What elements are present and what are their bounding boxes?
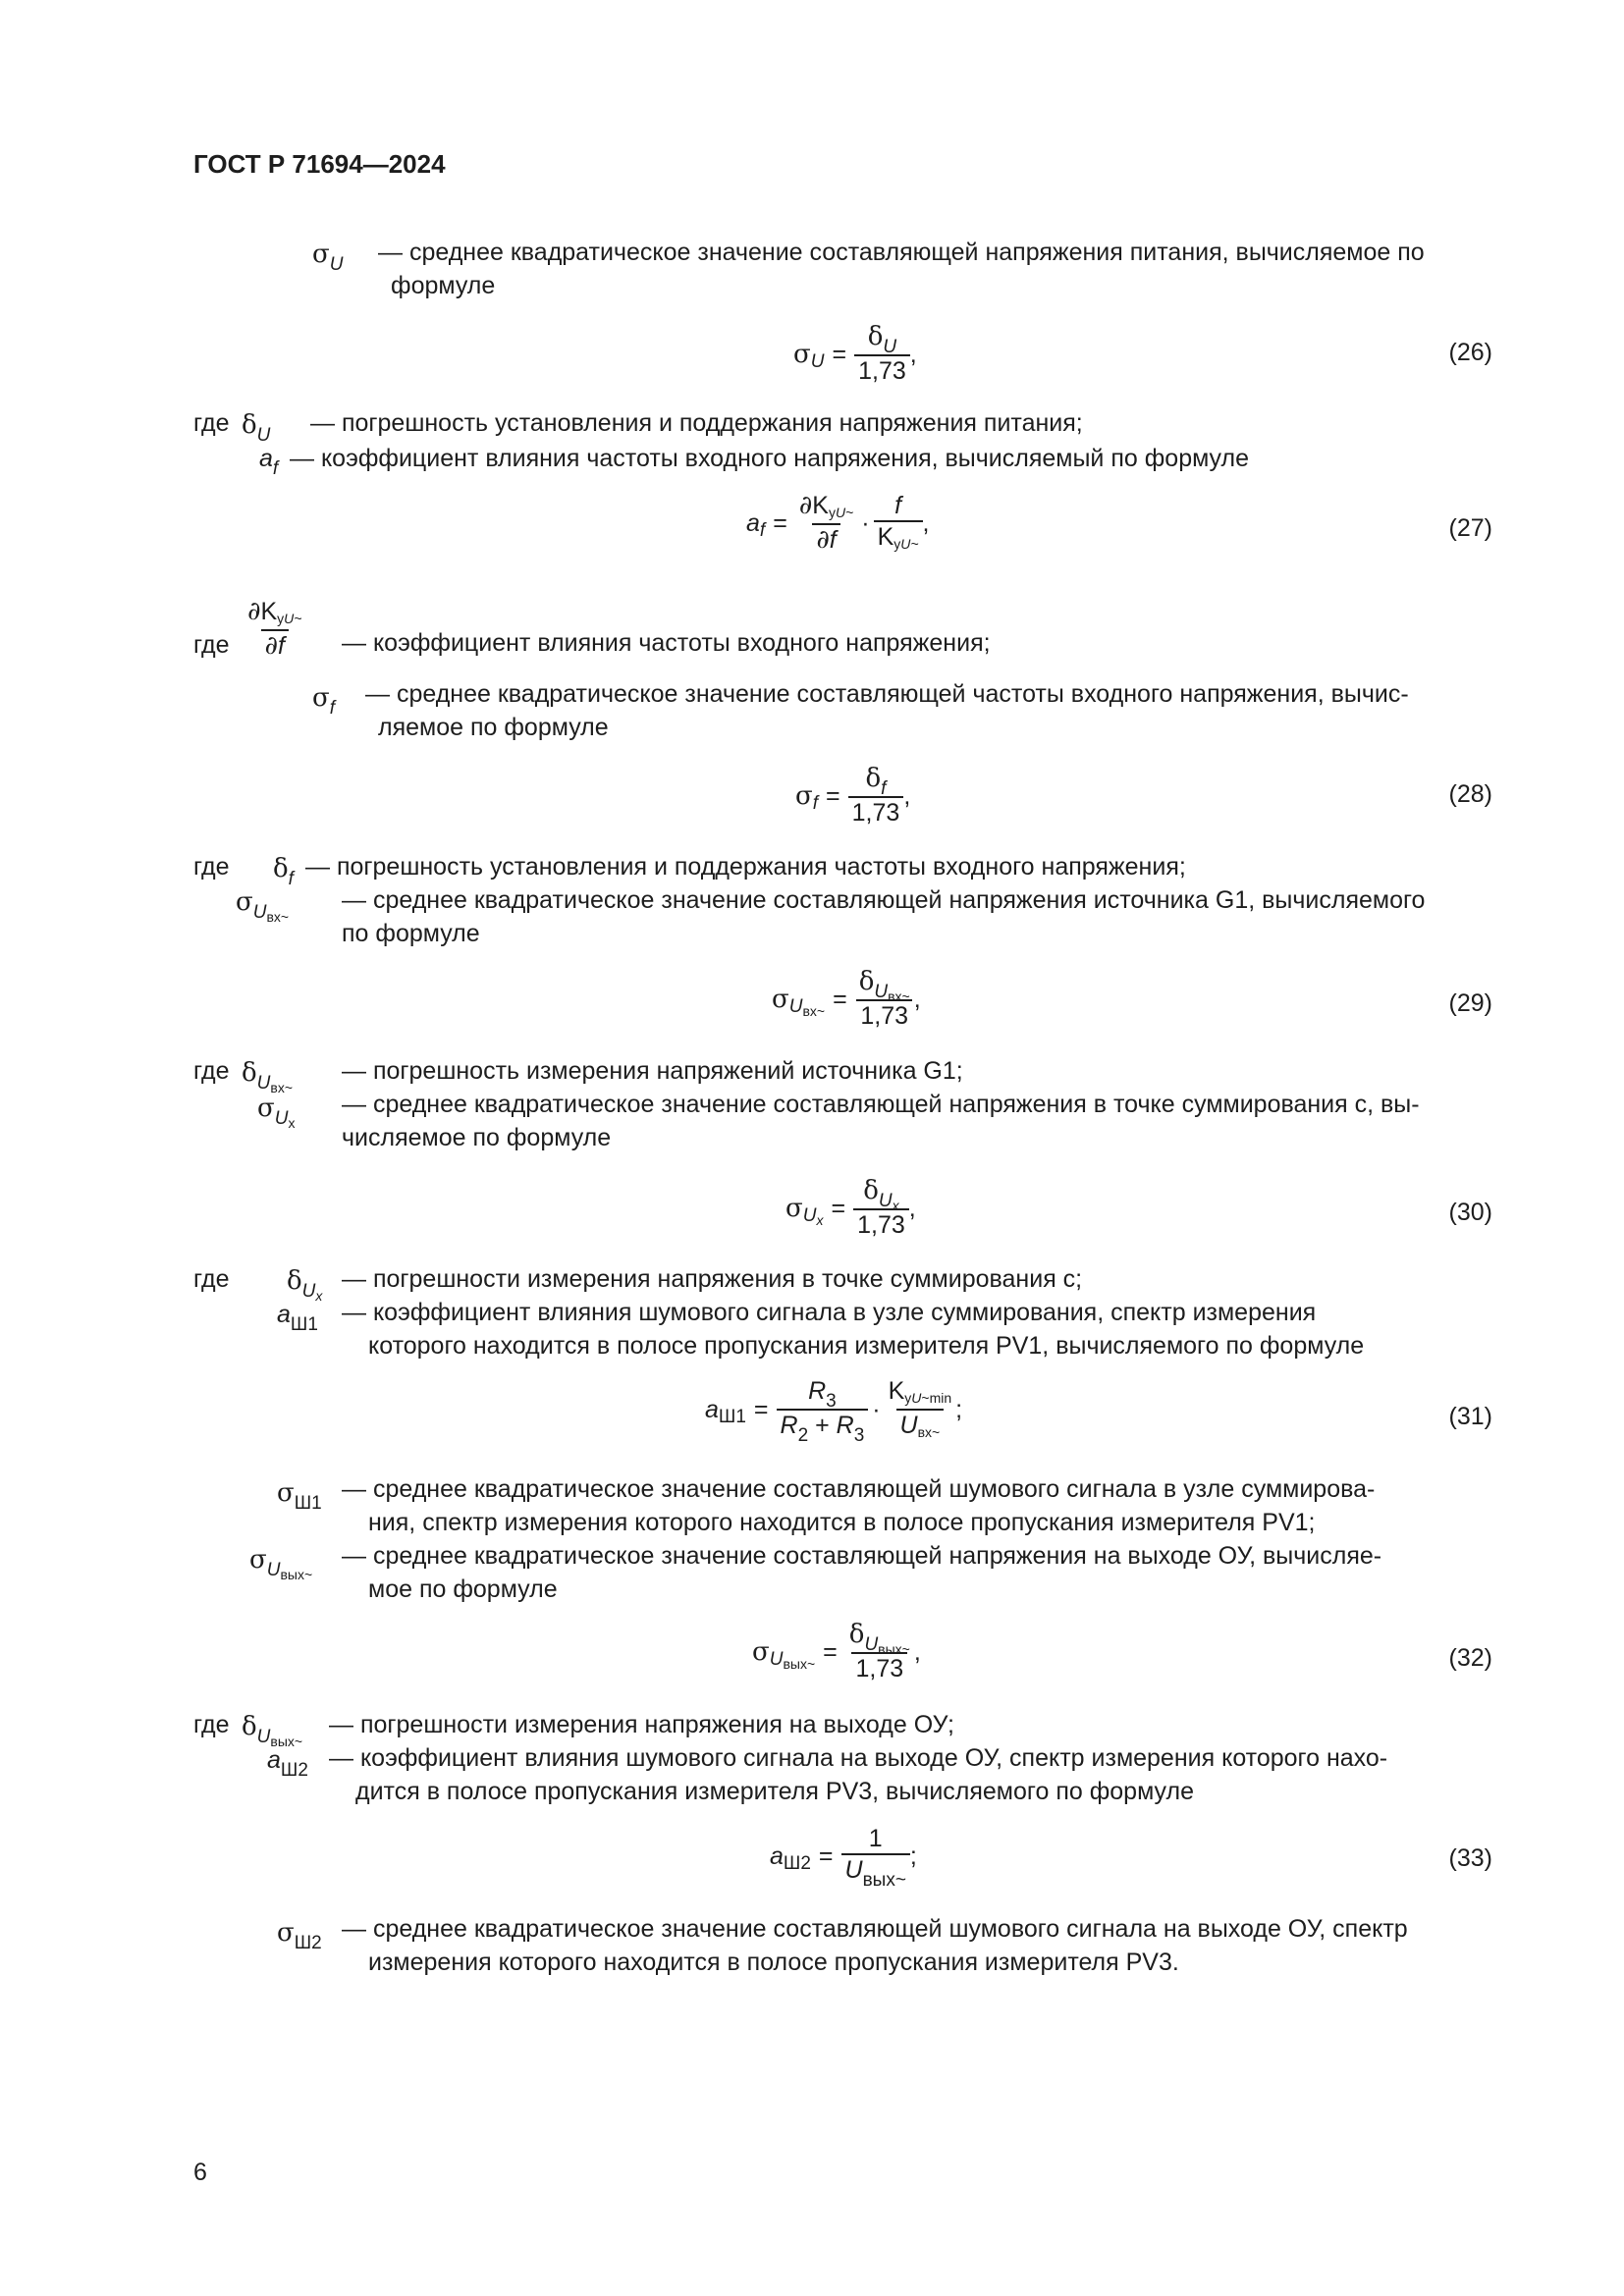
equation-31: a Ш1 = $\frac{R_3}{R_2 + R_3}$ · $\frac{\text{KyU\textasciitilde{}min}}{\text{Uвх\textasciitilde{}}}$ ; [705,1377,963,1446]
equation-27: a f = $\frac{\text{∂KyU\textasciitilde{}}}{\partial f}$ · $\frac{f}{\text{KyU\textasciitilde{}}}$ , [746,491,930,555]
equation-28: σ f = $\frac{\delta_f}{1,73}$ , [795,764,911,827]
equation-number-33: (33) [1448,1844,1492,1872]
equation-number-29: (29) [1448,989,1492,1017]
sigma-sh1-description-line1: — среднее квадратическое значение составляющей шумового сигнала в узле суммирова- [342,1475,1376,1503]
sigma-u-description-line1: — среднее квадратическое значение составляющей напряжения питания, вычисляемое по [378,239,1425,266]
equation-number-28: (28) [1448,780,1492,808]
equation-26: σ U = $\frac{\delta_U}{1,73}$ , [793,322,917,385]
where-label-5: где [193,1265,230,1293]
page-number: 6 [193,2159,207,2186]
sigma-sh1-symbol: $\sigma_{Ш1}$ [277,1478,322,1514]
partial-k-description: — коэффициент влияния частоты входного напряжения; [342,629,991,657]
delta-f-description: — погрешность установления и поддержания частоты входного напряжения; [305,853,1186,881]
a-sh2-description-line2: дится в полосе пропускания измерителя PV3, вычисляемого по формуле [355,1778,1194,1805]
sigma-u-symbol: $\sigma_U$ [312,240,344,275]
partial-k-over-partial-f: $\frac{\text{∂KyU\textasciitilde{}}}{\partial f}$ [247,597,302,661]
sigma-ux-description-line2: числяемое по формуле [342,1124,612,1151]
where-label-3: где [193,853,230,881]
equation-number-32: (32) [1448,1644,1492,1672]
sigma-uvyx-symbol: $\sigma_{Uвых\sim}$ [249,1545,313,1582]
equation-30: σ U x = $\frac{\delta_{Ux}}{1,73}$ , [785,1176,916,1239]
equation-number-26: (26) [1448,339,1492,366]
document-header: ГОСТ Р 71694—2024 [193,149,446,179]
delta-f-symbol: $\delta_f$ [273,854,294,889]
where-label-4: где [193,1057,230,1085]
a-sh2-symbol: $a_{Ш2}$ [267,1746,308,1781]
equation-29: σ U вх~ = $\frac{\delta_{Uвх\sim}}{1,73}$ , [772,967,921,1030]
sigma-sh2-description-line2: измерения которого находится в полосе пропускания измерителя PV3. [368,1949,1179,1976]
sigma-sh2-description-line1: — среднее квадратическое значение составляющей шумового сигнала на выходе ОУ, спектр [342,1915,1408,1943]
equation-number-27: (27) [1448,514,1492,542]
a-sh1-description-line1: — коэффициент влияния шумового сигнала в узле суммирования, спектр измерения [342,1299,1317,1326]
a-f-description: — коэффициент влияния частоты входного напряжения, вычисляемый по формуле [290,445,1250,472]
sigma-uvx-description-line2: по формуле [342,920,480,947]
equation-33: a Ш2 = $\frac{1}{U_{вых\sim}}$ ; [770,1825,917,1891]
delta-u-symbol: $\delta_U$ [242,410,271,446]
where-label: где [193,409,230,437]
equation-number-31: (31) [1448,1403,1492,1430]
sigma-uvx-description-line1: — среднее квадратическое значение составляющей напряжения источника G1, вычисляемого [342,886,1426,914]
sigma-uvyx-description-line2: мое по формуле [368,1575,558,1603]
sigma-f-description-line1: — среднее квадратическое значение составляющей частоты входного напряжения, вычис- [365,680,1409,708]
a-f-symbol: $a_f$ [259,445,279,479]
where-label-2: где [193,631,230,659]
sigma-sh1-description-line2: ния, спектр измерения которого находится в полосе пропускания измерителя PV1; [368,1509,1316,1536]
delta-uvyx-description: — погрешности измерения напряжения на выходе ОУ; [329,1711,954,1738]
equation-number-30: (30) [1448,1199,1492,1226]
sigma-sh2-symbol: $\sigma_{Ш2}$ [277,1918,322,1953]
delta-ux-symbol: $\delta_{Ux}$ [287,1266,323,1304]
delta-uvx-symbol: $\delta_{Uвх\sim}$ [242,1058,294,1095]
delta-u-description: — погрешность установления и поддержания напряжения питания; [310,409,1083,437]
sigma-uvx-symbol: $\sigma_{Uвх\sim}$ [236,887,290,925]
delta-ux-description: — погрешности измерения напряжения в точке суммирования с; [342,1265,1083,1293]
sigma-f-symbol: $\sigma_f$ [312,683,336,719]
a-sh1-symbol: $a_{Ш1}$ [277,1301,318,1335]
sigma-f-description-line2: ляемое по формуле [378,714,609,741]
equation-32: σ U вых~ = $\frac{\delta_{Uвых\sim}}{1,73}$ , [752,1620,921,1682]
sigma-ux-description-line1: — среднее квадратическое значение составляющей напряжения в точке суммирования с, вы- [342,1091,1420,1118]
sigma-uvyx-description-line1: — среднее квадратическое значение составляющей напряжения на выходе ОУ, вычисляе- [342,1542,1382,1570]
a-sh1-description-line2: которого находится в полосе пропускания измерителя PV1, вычисляемого по формуле [368,1332,1365,1360]
sigma-u-description-line2: формуле [391,272,496,299]
delta-uvx-description: — погрешность измерения напряжений источника G1; [342,1057,963,1085]
a-sh2-description-line1: — коэффициент влияния шумового сигнала на выходе ОУ, спектр измерения которого нахо- [329,1744,1388,1772]
where-label-6: где [193,1711,230,1738]
sigma-ux-symbol: $\sigma_{Ux}$ [257,1094,296,1131]
delta-uvyx-symbol: $\delta_{Uвых\sim}$ [242,1712,303,1749]
